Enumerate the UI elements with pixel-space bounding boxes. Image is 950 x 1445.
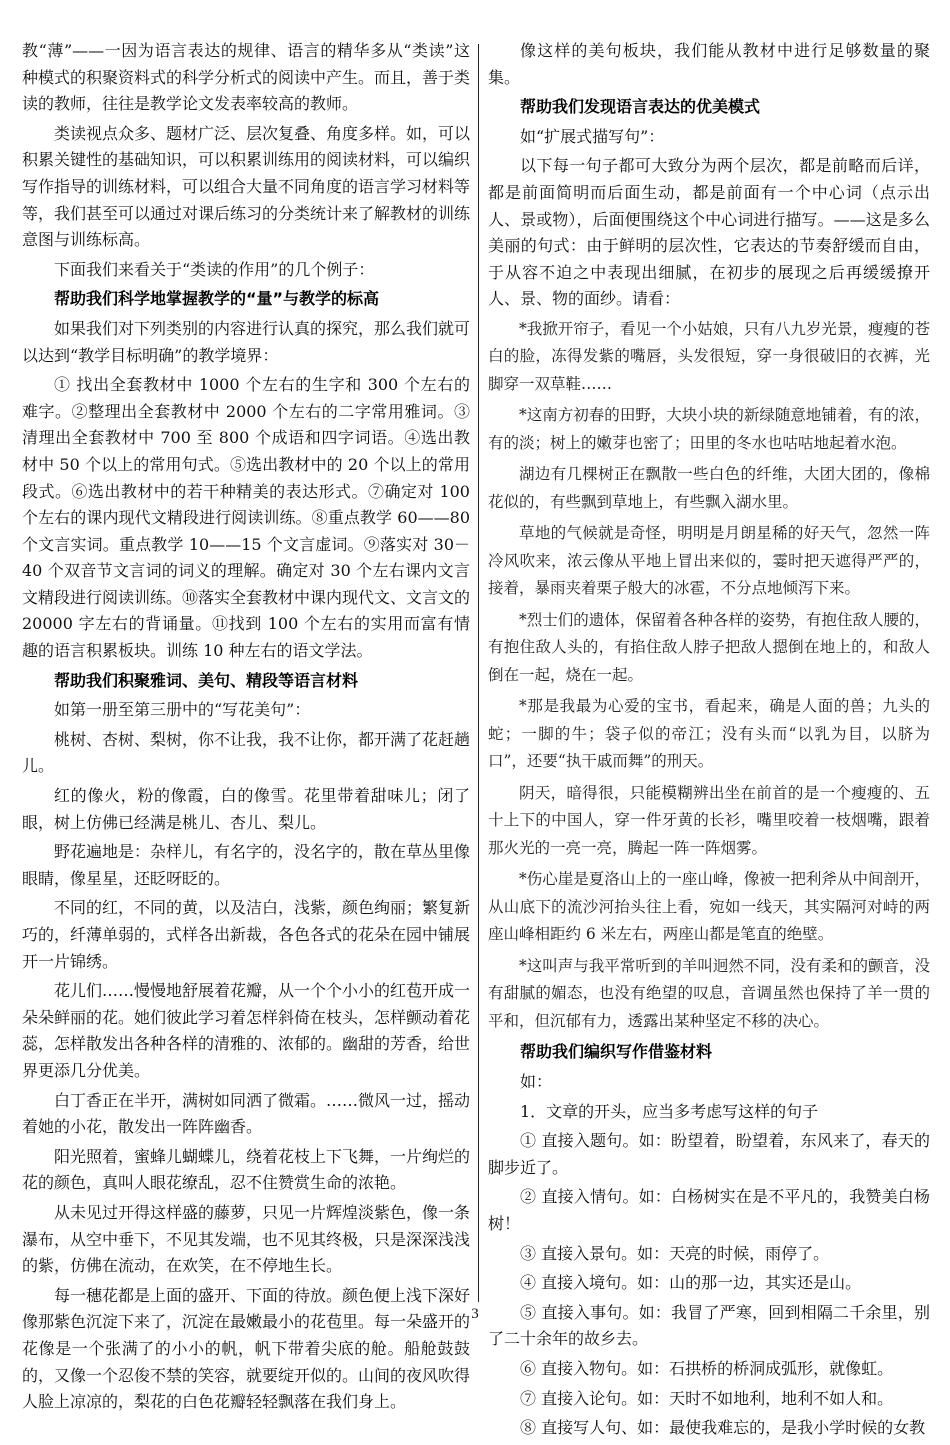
example-sentence: *这叫声与我平常听到的羊叫迥然不同，没有柔和的颤音，没有甜腻的媚态，也没有绝望的叹息，音调虽然也保持了羊一贯的平和，但沉郁有力，透露出某种坚定不移的决心。 <box>488 956 930 1030</box>
column-divider <box>478 44 479 1302</box>
example-sentence: *这南方初春的田野，大块小块的新绿随意地铺着，有的浓，有的淡；树上的嫩芽也密了；田里的冬水也咕咕地起着水泡。 <box>488 406 930 452</box>
left-column <box>22 38 470 1419</box>
example-sentence: *那是我最为心爱的宝书，看起来，确是人面的兽；九头的蛇；一脚的牛；袋子似的帝江；没有头而“以乳为目，以脐为口”，还要“执干戚而舞”的刑天。 <box>488 697 930 771</box>
paragraph: 像这样的美句板块，我们能从教材中进行足够数量的聚集。 <box>488 41 930 87</box>
section-heading: 帮助我们编织写作借鉴材料 <box>520 1042 713 1062</box>
paragraph: 花儿们……慢慢地舒展着花瓣，从一个个小小的红苞开成一朵朵鲜丽的花。她们彼此学习着怎样斜倚在枝头，怎样颤动着花蕊，怎样散发出各种各样的清雅的、浓郁的。幽甜的芳香，给世界更添几分优美。 <box>22 981 471 1080</box>
paragraph: 如“扩展式描写句”： <box>520 126 665 146</box>
section-heading: 帮助我们科学地掌握教学的“量”与教学的标高 <box>54 289 380 309</box>
section-heading: 帮助我们积聚雅词、美句、精段等语言材料 <box>54 670 359 690</box>
paragraph: 教“薄”——一因为语言表达的规律、语言的精华多从“类读”这种模式的积聚资料式的科学分析式的阅读中产生。而且，善于类读的教师，往往是教学论文发表率较高的教师。 <box>22 41 471 114</box>
paragraph: 野花遍地是：杂样儿，有名字的，没名字的，散在草丛里像眼睛，像星星，还眨呀眨的。 <box>22 842 471 888</box>
paragraph: ⑧ 直接写人句、如：最使我难忘的，是我小学时候的女教 <box>520 1418 926 1438</box>
example-sentence: *烈士们的遗体，保留着各种各样的姿势，有抱住敌人腰的，有抱住敌人头的，有掐住敌人脖子把敌人摁倒在地上的，和敌人倒在一起，烧在一起。 <box>488 610 930 684</box>
paragraph: 以下每一句子都可大致分为两个层次，都是前略而后详，都是前面简明而后面生动，都是前面有一个中心词（点示出人、景或物），后面便围绕这个中心词进行描写。——这是多么美丽的句式：由于鲜明的层次性，它表达的节奏舒缓而自由，于从容不迫之中表现出细腻，在初步的展现之后再缓缓撩开人、景、物的面纱。请看： <box>488 156 930 309</box>
right-column <box>488 38 930 1445</box>
paragraph: 类读视点众多、题材广泛、层次复叠、角度多样。如，可以积累关键性的基础知识，可以积累训练用的阅读材料，可以编织写作指导的训练材料，可以组合大量不同角度的语言学习材料等等，我们甚至可以通过对课后练习的分类统计来了解教材的训练意图与训练标高。 <box>22 123 471 250</box>
paragraph: 每一穗花都是上面的盛开、下面的待放。颜色便上浅下深好像那紫色沉淀下来了，沉淀在最嫩最小的花苞里。每一朵盛开的花像是一个张满了的小小的帆，帆下带着尖底的舱。船舱鼓鼓的，又像一个忍俊不禁的笑容，就要绽开似的。山间的夜风吹得人脸上凉凉的，梨花的白色花瓣轻轻飘落在我们身上。 <box>22 1285 471 1412</box>
paragraph: 桃树、杏树、梨树，你不让我，我不让你，都开满了花赶趟儿。 <box>22 729 471 776</box>
paragraph: ⑥ 直接入物句。如：石拱桥的桥洞成弧形，就像虹。 <box>520 1358 894 1378</box>
paragraph: 阳光照着，蜜蜂儿蝴蝶儿，绕着花枝上下飞舞，一片绚烂的花的颜色，真叫人眼花缭乱，忍不住赞赏生命的浓艳。 <box>22 1146 471 1193</box>
paragraph: 红的像火，粉的像霞，白的像雪。花里带着甜味儿；闭了眼，树上仿佛已经满是桃儿、杏儿、梨儿。 <box>22 786 470 832</box>
paragraph: 如： <box>520 1072 553 1092</box>
example-sentence: 阴天，暗得很，只能模糊辨出坐在前首的是一个瘦瘦的、五十上下的中国人，穿一件牙黄的长衫，嘴里咬着一枝烟嘴，跟着那火光的一亮一亮，腾起一阵一阵烟雾。 <box>488 783 930 857</box>
section-heading: 帮助我们发现语言表达的优美模式 <box>520 97 761 117</box>
paragraph: ① 找出全套教材中 1000 个左右的生字和 300 个左右的难字。②整理出全套教材中 2000 个左右的二字常用雅词。③清理出全套教材中 700 至 800 个成语和四字词语。④选出教材中 50 个以上的常用句式。⑤选出教材中的 20 个以上的常用段式。⑥选出教材中的若干种精美的表达形式。⑦确定对 100 个左右的课内现代文精段进行阅读训练。⑧重点教学 60——80 个文言实词。重点教学 10——15 个文言虚词。⑨落实对 30－40 个双音节文言词的词义的理解。确定对 30 个左右课内文言文精段进行阅读训练。⑩落实全套教材中课内现代文、文言文的 20000 字左右的背诵量。⑪找到 100 个左右的实用而富有情趣的语言积累板块。训练 10 种左右的语文学法。 <box>22 375 471 661</box>
paragraph: ① 直接入题句。如：盼望着，盼望着，东风来了，春天的脚步近了。 <box>488 1131 930 1177</box>
paragraph: 如果我们对下列类别的内容进行认真的探究，那么我们就可以达到“教学目标明确”的教学境界： <box>22 318 471 365</box>
paragraph: ② 直接入情句。如：白杨树实在是不平凡的，我赞美白杨树！ <box>488 1187 930 1233</box>
paragraph: 白丁香正在半开，满树如同洒了微霜。……微风一过，摇动着她的小花，散发出一阵阵幽香。 <box>22 1090 471 1137</box>
paragraph: 下面我们来看关于“类读的作用”的几个例子： <box>54 259 375 279</box>
paragraph: ⑦ 直接入论句。如：天时不如地利，地利不如人和。 <box>520 1388 894 1408</box>
example-sentence: *我掀开帘子，看见一个小姑娘，只有八九岁光景，瘦瘦的苍白的脸，冻得发紫的嘴唇，头发很短，穿一身很破旧的衣裤，光脚穿一双草鞋…… <box>488 319 930 393</box>
paragraph: ④ 直接入境句。如：山的那一边，其实还是山。 <box>520 1273 862 1293</box>
paragraph: ③ 直接入景句。如：天亮的时候，雨停了。 <box>520 1243 830 1263</box>
example-sentence: 湖边有几棵树正在飘散一些白色的纤维，大团大团的，像棉花似的，有些飘到草地上，有些飘入湖水里。 <box>488 465 930 511</box>
paragraph: 1．文章的开头，应当多考虑写这样的句子 <box>520 1101 819 1121</box>
example-sentence: *伤心崖是夏洛山上的一座山峰，像被一把利斧从中间剖开，从山底下的流沙河抬头往上看，宛如一线天，其实隔河对峙的两座山峰相距约 6 米左右，两座山都是笔直的绝壁。 <box>488 870 930 944</box>
example-sentence: 草地的气候就是奇怪，明明是月朗星稀的好天气，忽然一阵冷风吹来，浓云像从平地上冒出来似的，霎时把天遮得严严的，接着，暴雨夹着栗子般大的冰雹，不分点地倾泻下来。 <box>488 524 930 598</box>
paragraph: 从未见过开得这样盛的藤萝，只见一片辉煌淡紫色，像一条瀑布，从空中垂下，不见其发端，也不见其终极，只是深深浅浅的紫，仿佛在流动，在欢笑，在不停地生长。 <box>22 1202 471 1276</box>
paragraph: ⑤ 直接入事句。如：我冒了严寒，回到相隔二千余里，别了二十余年的故乡去。 <box>488 1302 930 1349</box>
page-number: 3 <box>471 1306 479 1322</box>
paragraph: 如第一册至第三册中的“写花美句”： <box>54 700 311 720</box>
paragraph: 不同的红，不同的黄，以及洁白，浅紫，颜色绚丽；繁复新巧的，纤薄单弱的，式样各出新裁，各色各式的花朵在园中铺展开一片锦绣。 <box>22 898 471 971</box>
